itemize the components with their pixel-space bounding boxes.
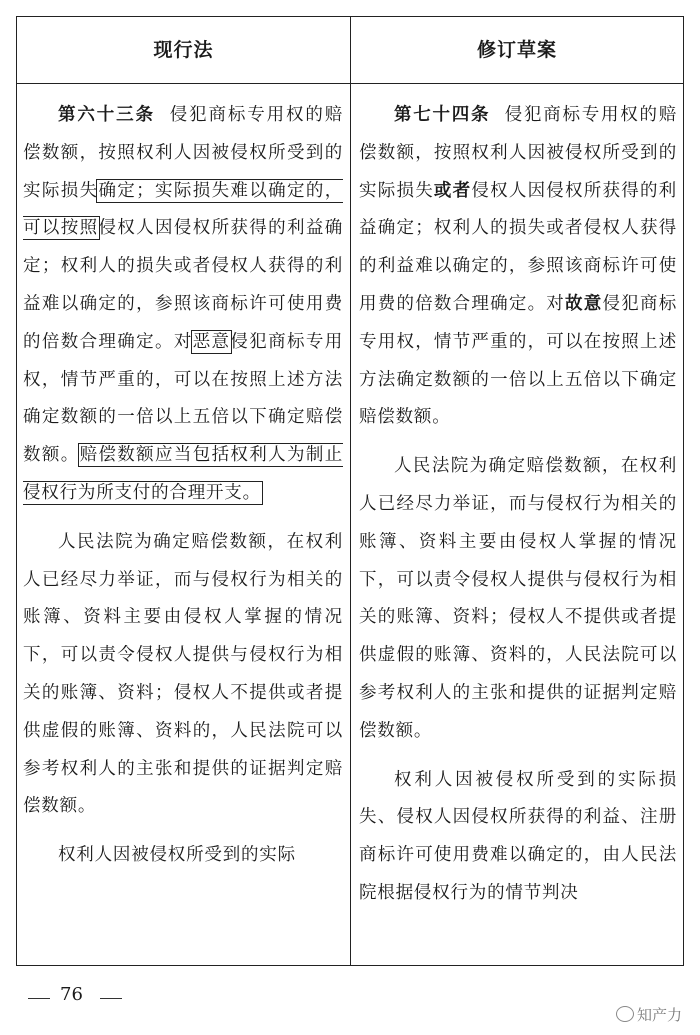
draft-paragraph-2: 人民法院为确定赔偿数额，在权利人已经尽力举证，而与侵权行为相关的账簿、资料主要由侵权人掌握的情况下，可以责令侵权人提供与侵权行为相关的账簿、资料；侵权人不提供或者提供虚假的账簿、资料的，人民法院可以参考权利人的主张和提供的证据判定赔偿数额。	[359, 456, 677, 741]
current-law-paragraph-3: 权利人因被侵权所受到的实际	[58, 845, 296, 866]
text-segment: 侵权人因侵权所获得的利益确定；权利人的损失或者侵权人获得的利益难以确定的，参照该商标许可使用费的倍数合理确定。对	[23, 218, 343, 352]
footer-dash-left	[28, 998, 50, 1000]
bold-text-added: 故意	[565, 293, 603, 314]
boxed-text-deleted: 恶意	[192, 331, 231, 352]
weibo-icon	[616, 1006, 634, 1022]
draft-paragraph-3: 权利人因被侵权所受到的实际损失、侵权人因侵权所获得的利益、注册商标许可使用费难以确定的，由人民法院根据侵权行为的情节判决	[359, 769, 677, 903]
bold-text-added: 或者	[433, 180, 472, 201]
header-current-law: 现行法	[153, 39, 214, 61]
boxed-text-deleted: 确定；实际损失难以确定的，可以按照	[23, 180, 343, 239]
text-segment: 侵犯商标专用权的赔偿数额，按照权利人因被侵权所受到的实际损失	[359, 105, 677, 201]
text-segment: 侵犯商标专用权，情节严重的，可以在按照上述方法确定数额的一倍以上五倍以下确定赔偿数额。	[359, 293, 677, 428]
draft-paragraph-1	[359, 97, 677, 437]
article-title: 第七十四条	[394, 105, 491, 125]
watermark	[616, 1004, 682, 1025]
header-revision-draft: 修订草案	[476, 39, 557, 61]
footer-dash-right	[100, 998, 122, 1000]
current-law-paragraph-2: 人民法院为确定赔偿数额，在权利人已经尽力举证，而与侵权行为相关的账簿、资料主要由侵权人掌握的情况下，可以责令侵权人提供与侵权行为相关的账簿、资料；侵权人不提供或者提供虚假的账簿、资料的，人民法院可以参考权利人的主张和提供的证据判定赔偿数额。	[23, 531, 343, 817]
current-law-paragraph-1	[23, 97, 343, 513]
watermark-text: 知产力	[636, 1006, 682, 1024]
current-law-column	[23, 97, 343, 965]
comparison-table	[16, 16, 684, 966]
page-number: 76	[60, 984, 83, 1005]
text-segment: 侵犯商标专用权，情节严重的，可以在按照上述方法确定数额的一倍以上五倍以下确定赔偿数额。	[23, 331, 343, 466]
header-divider	[17, 83, 683, 84]
article-title: 第六十三条	[58, 105, 155, 125]
column-divider	[350, 17, 351, 965]
revision-draft-column	[359, 97, 677, 965]
text-segment: 侵犯商标专用权的赔偿数额，按照权利人因被侵权所受到的实际损失	[23, 105, 343, 201]
text-segment: 侵权人因侵权所获得的利益确定；权利人的损失或者侵权人获得的利益难以确定的，参照该商标许可使用费的倍数合理确定。对	[359, 180, 677, 314]
boxed-text-deleted: 赔偿数额应当包括权利人为制止侵权行为所支付的合理开支。	[23, 445, 343, 503]
